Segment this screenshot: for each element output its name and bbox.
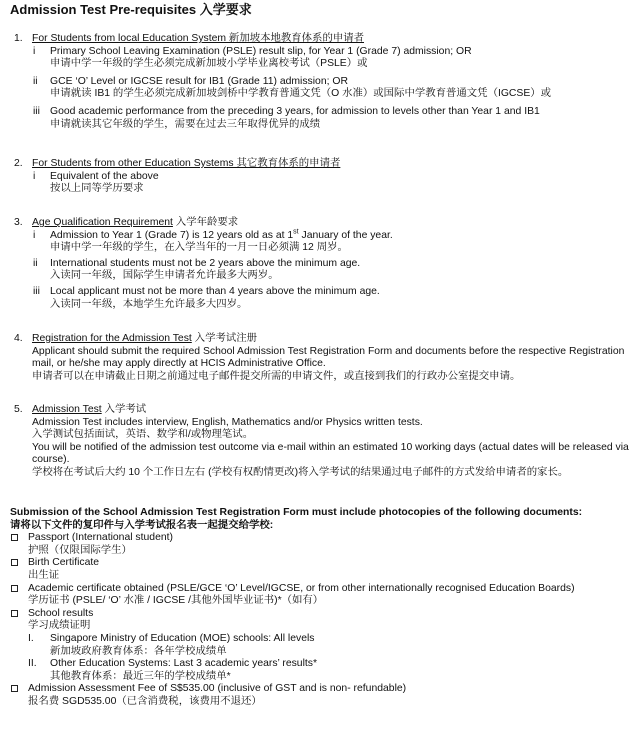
- roman-numeral: i: [33, 45, 36, 57]
- item-en: Local applicant must not be more than 4 years above the minimum age.: [50, 285, 380, 297]
- document-en: School results: [28, 607, 94, 619]
- paragraph-line: mail, or he/she may apply directly at HCIS Administrative Office.: [32, 358, 326, 370]
- checkbox-icon: [11, 585, 18, 592]
- roman-numeral: i: [33, 229, 36, 241]
- documents-section: [10, 507, 640, 709]
- paragraph-line: Admission Test includes interview, English, Mathematics and/or Physics written tests.: [32, 416, 423, 428]
- section-heading-zh: 入学考试: [104, 404, 147, 415]
- section-heading-text: For Students from local Education System 新加坡本地教育体系的申请者: [32, 33, 365, 44]
- item-en: GCE ‘O’ Level or IGCSE result for IB1 (Grade 11) admission; OR: [50, 75, 348, 87]
- section-2: [14, 158, 640, 196]
- document-zh: 护照（仅限国际学生）: [28, 544, 132, 556]
- section-heading: [14, 333, 640, 346]
- list-item: [14, 258, 640, 283]
- roman-numeral: iii: [33, 285, 40, 297]
- paragraph-line: 申请者可以在申请截止日期之前通过电子邮件提交所需的申请文件，或直接到我们的行政办公室提交申请。: [32, 370, 521, 382]
- section-heading: [14, 158, 640, 171]
- sub-item-zh: 其他教育体系：最近三年的学校成绩单*: [50, 670, 231, 682]
- list-item: [14, 230, 640, 255]
- section-number: 3.: [14, 217, 23, 228]
- section-heading-text: For Students from other Education Systems 其它教育体系的申请者: [32, 158, 341, 169]
- section-1: [14, 33, 640, 131]
- section-heading: [14, 404, 640, 417]
- item-en-post: January of the year.: [298, 229, 393, 241]
- item-zh: 申请中学一年级的学生必须完成新加坡小学毕业离校考试（PSLE）或: [50, 58, 368, 70]
- section-number: 5.: [14, 404, 23, 415]
- document-item: [10, 532, 640, 545]
- list-item: [14, 171, 640, 196]
- document-zh: 学习成绩证明: [28, 620, 91, 632]
- document-item: [10, 583, 640, 596]
- roman-numeral: I.: [28, 632, 34, 644]
- item-zh: 入读同一年级，本地学生允许最多大四岁。: [50, 298, 248, 310]
- item-en: Good academic performance from the preceding 3 years, for admission to levels other than Year 1 and IB1: [50, 105, 540, 117]
- roman-numeral: i: [33, 170, 36, 182]
- roman-numeral: ii: [33, 257, 38, 269]
- sub-item: [10, 658, 640, 683]
- list-item: [14, 76, 640, 101]
- item-en: Primary School Leaving Examination (PSLE) result slip, for Year 1 (Grade 7) admission; OR: [50, 45, 472, 57]
- page-title: Admission Test Pre-requisites 入学要求: [10, 2, 252, 17]
- sub-item-en: Singapore Ministry of Education (MOE) schools: All levels: [50, 632, 315, 644]
- section-5: [14, 404, 640, 480]
- item-zh: 按以上同等学历要求: [50, 183, 144, 195]
- section-heading: [14, 33, 640, 46]
- section-heading-zh: 入学年龄要求: [175, 217, 239, 228]
- item-zh: 入读同一年级，国际学生申请者允许最多大两岁。: [50, 270, 279, 282]
- section-heading-text: Registration for the Admission Test: [32, 333, 192, 344]
- section-3: [14, 217, 640, 311]
- document-en: Birth Certificate: [28, 557, 100, 569]
- list-item: [14, 106, 640, 131]
- documents-heading: Submission of the School Admission Test Registration Form must include photocopies of the following documents:: [10, 507, 583, 518]
- document-zh: 出生证: [28, 569, 60, 581]
- item-en: Equivalent of the above: [50, 170, 159, 182]
- document-en: Academic certificate obtained (PSLE/GCE ‘O’ Level/IGCSE, or from other internationally recognised Education Boards): [28, 582, 575, 594]
- list-item: [14, 46, 640, 71]
- sub-item-zh: 新加坡政府教育体系：各年学校成绩单: [50, 645, 227, 657]
- checkbox-icon: [11, 610, 18, 617]
- item-en: International students must not be 2 years above the minimum age.: [50, 257, 361, 269]
- list-item: [14, 286, 640, 311]
- item-zh: 申请就读其它年级的学生，需要在过去三年取得优异的成绩: [50, 118, 321, 130]
- paragraph-line: course).: [32, 454, 70, 466]
- documents-heading-zh: 请将以下文件的复印件与入学考试报名表一起提交给学校:: [10, 519, 274, 531]
- section-heading-text: Age Qualification Requirement: [32, 217, 173, 228]
- section-number: 2.: [14, 158, 23, 169]
- sub-item: [10, 633, 640, 658]
- section-heading-text: Admission Test: [32, 404, 102, 415]
- item-en: [50, 230, 640, 243]
- roman-numeral: II.: [28, 658, 37, 670]
- ordinal-suffix: st: [293, 228, 299, 236]
- section-heading: [14, 217, 640, 230]
- document-en: Admission Assessment Fee of S$535.00 (inclusive of GST and is non- refundable): [28, 683, 407, 695]
- paragraph-line: 学校将在考试后大约 10 个工作日左右 (学校有权酌情更改)将入学考试的结果通过电子邮件的方式发给申请者的家长。: [32, 466, 569, 478]
- document-zh: 报名费 SGD535.00（已含消费税，该费用不退还）: [28, 695, 262, 707]
- section-number: 4.: [14, 333, 23, 344]
- document-item: [10, 557, 640, 570]
- roman-numeral: ii: [33, 75, 38, 87]
- checkbox-icon: [11, 534, 18, 541]
- item-zh: 申请就读 IB1 的学生必须完成新加坡剑桥中学教育普通文凭（O 水准）或国际中学教育普通文凭（IGCSE）或: [50, 88, 552, 100]
- document-item: [10, 683, 640, 696]
- paragraph-line: Applicant should submit the required School Admission Test Registration Form and documents before the respective Registration: [32, 345, 625, 357]
- section-number: 1.: [14, 33, 23, 44]
- sub-item-en: Other Education Systems: Last 3 academic years’ results*: [50, 658, 318, 670]
- document-item: [10, 608, 640, 621]
- document-en: Passport (International student): [28, 532, 173, 544]
- section-heading-zh: 入学考试注册: [194, 333, 258, 344]
- item-en-pre: Admission to Year 1 (Grade 7) is 12 years old as at 1: [50, 229, 294, 241]
- document-zh: 学历证书 (PSLE/ ‘O’ 水准 / IGCSE /其他外国毕业证书)*（如有）: [28, 595, 324, 607]
- roman-numeral: iii: [33, 105, 40, 117]
- paragraph-line: 入学测试包括面试，英语、数学和/或物理笔试。: [32, 429, 254, 441]
- checkbox-icon: [11, 559, 18, 566]
- paragraph-line: You will be notified of the admission test outcome via e-mail within an estimated 10 working days (actual dates will be released via: [32, 441, 629, 453]
- checkbox-icon: [11, 685, 18, 692]
- item-zh: 申请中学一年级的学生，在入学当年的一月一日必须满 12 周岁。: [50, 242, 348, 254]
- section-4: [14, 333, 640, 383]
